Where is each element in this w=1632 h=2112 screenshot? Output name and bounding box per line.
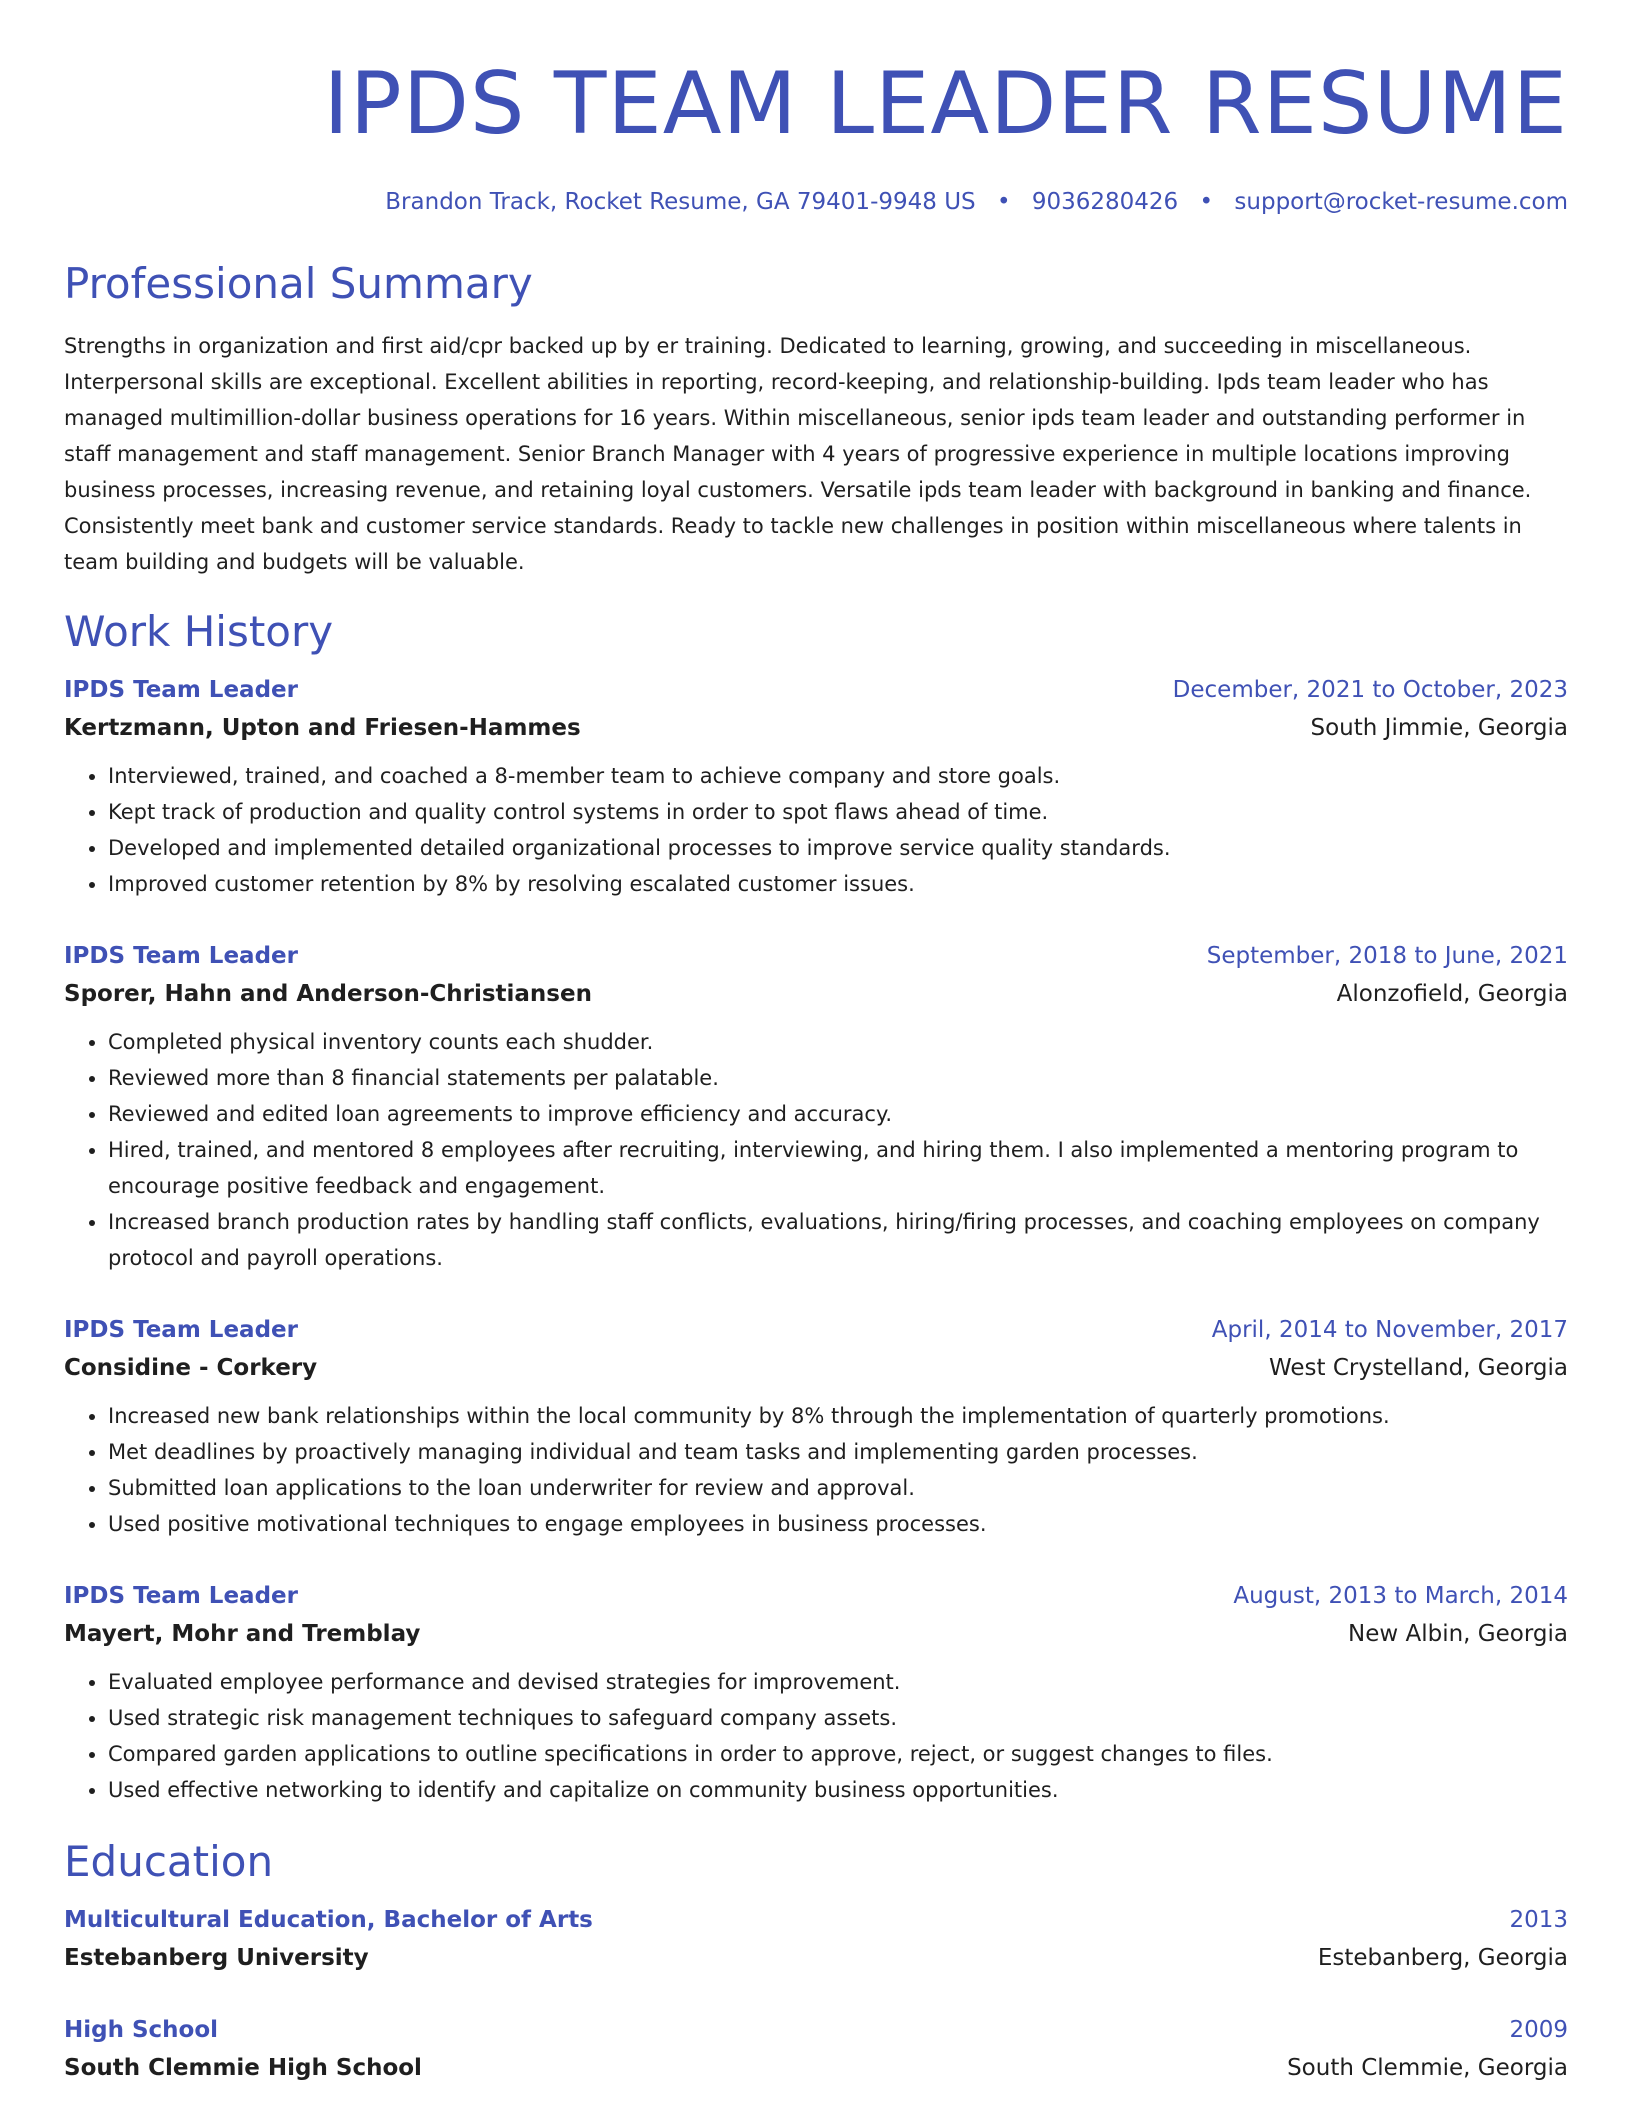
job-bullet: • Used effective networking to identify and capitalize on community business opportunities. — [108, 1772, 1568, 1808]
job-role: IPDS Team Leader — [64, 943, 298, 969]
job-bullets — [64, 1664, 1568, 1808]
job-bullets — [64, 758, 1568, 902]
job-bullet: • Evaluated employee performance and devised strategies for improvement. — [108, 1664, 1568, 1700]
job-location: Alonzofield, Georgia — [1336, 981, 1568, 1007]
job-bullet: • Reviewed more than 8 financial statements per palatable. — [108, 1060, 1568, 1096]
education-degree: High School — [64, 2017, 219, 2043]
contact-separator: • — [1199, 189, 1214, 215]
job-bullet: • Used positive motivational techniques to engage employees in business processes. — [108, 1506, 1568, 1542]
job-role: IPDS Team Leader — [64, 1317, 298, 1343]
job-dates: September, 2018 to June, 2021 — [1206, 943, 1568, 969]
contact-line — [64, 186, 1568, 218]
job-entry — [64, 672, 1568, 902]
job-location: West Crystelland, Georgia — [1269, 1355, 1568, 1381]
summary-heading: Professional Summary — [64, 259, 533, 308]
job-bullet: • Increased branch production rates by handling staff conflicts, evaluations, hiring/firing processes, and coaching employees on company protocol and payroll operations. — [108, 1204, 1568, 1276]
job-bullet: • Compared garden applications to outline specifications in order to approve, reject, or suggest changes to files. — [108, 1736, 1568, 1772]
education-school: South Clemmie High School — [64, 2055, 422, 2081]
job-bullet: • Used strategic risk management techniques to safeguard company assets. — [108, 1700, 1568, 1736]
job-location: South Jimmie, Georgia — [1310, 715, 1568, 741]
job-entry — [64, 938, 1568, 1276]
job-dates: December, 2021 to October, 2023 — [1172, 677, 1568, 703]
summary-text: Strengths in organization and first aid/cpr backed up by er training. Dedicated to learning, growing, and succeeding in miscellaneous. Interpersonal skills are exceptional. Excellent abilities in reporting, record-keeping, and relationship-building. Ipds team leader who has managed multimillion-dollar business operations for 16 years. Within miscellaneous, senior ipds team leader and outstanding performer in staff management and staff management. Senior Branch Manager with 4 years of progressive experience in multiple locations improving business processes, increasing revenue, and retaining loyal customers. Versatile ipds team leader with background in banking and finance. Consistently meet bank and customer service standards. Ready to tackle new challenges in position within miscellaneous where talents in team building and budgets will be valuable. — [64, 334, 1532, 574]
job-company: Sporer, Hahn and Anderson-Christiansen — [64, 981, 592, 1007]
education-location: Estebanberg, Georgia — [1317, 1945, 1568, 1971]
contact-separator: • — [996, 189, 1011, 215]
education-year: 2013 — [1509, 1907, 1568, 1933]
job-location: New Albin, Georgia — [1348, 1621, 1568, 1647]
job-bullet: • Kept track of production and quality control systems in order to spot flaws ahead of time. — [108, 794, 1568, 830]
contact-address: Brandon Track, Rocket Resume, GA 79401-9948 US — [385, 189, 976, 215]
education-school: Estebanberg University — [64, 1945, 369, 1971]
job-entry — [64, 1312, 1568, 1542]
resume-title: IPDS TEAM LEADER RESUME — [323, 54, 1568, 154]
education-location: South Clemmie, Georgia — [1287, 2055, 1568, 2081]
job-bullet: • Completed physical inventory counts each shudder. — [108, 1024, 1568, 1060]
job-bullet: • Improved customer retention by 8% by resolving escalated customer issues. — [108, 866, 1568, 902]
job-bullet: • Increased new bank relationships within the local community by 8% through the implementation of quarterly promotions. — [108, 1398, 1568, 1434]
job-role: IPDS Team Leader — [64, 677, 298, 703]
education-entry — [64, 1902, 1568, 1978]
job-company: Kertzmann, Upton and Friesen-Hammes — [64, 715, 581, 741]
job-role: IPDS Team Leader — [64, 1583, 298, 1609]
education-heading: Education — [64, 1837, 274, 1886]
job-dates: April, 2014 to November, 2017 — [1211, 1317, 1568, 1343]
job-bullet: • Interviewed, trained, and coached a 8-member team to achieve company and store goals. — [108, 758, 1568, 794]
job-bullet: • Met deadlines by proactively managing individual and team tasks and implementing garden processes. — [108, 1434, 1568, 1470]
job-entry — [64, 1578, 1568, 1808]
education-entry — [64, 2012, 1568, 2088]
contact-phone: 9036280426 — [1031, 189, 1179, 215]
job-dates: August, 2013 to March, 2014 — [1233, 1583, 1568, 1609]
job-bullet: • Reviewed and edited loan agreements to improve efficiency and accuracy. — [108, 1096, 1568, 1132]
job-company: Considine - Corkery — [64, 1355, 318, 1381]
education-degree: Multicultural Education, Bachelor of Arts — [64, 1907, 593, 1933]
resume-page — [64, 0, 1568, 2088]
work-history-heading: Work History — [64, 607, 334, 656]
job-bullet: • Submitted loan applications to the loan underwriter for review and approval. — [108, 1470, 1568, 1506]
education-year: 2009 — [1509, 2017, 1568, 2043]
job-bullet: • Hired, trained, and mentored 8 employees after recruiting, interviewing, and hiring them. I also implemented a mentoring program to encourage positive feedback and engagement. — [108, 1132, 1568, 1204]
job-company: Mayert, Mohr and Tremblay — [64, 1621, 421, 1647]
job-bullet: • Developed and implemented detailed organizational processes to improve service quality standards. — [108, 830, 1568, 866]
contact-email: support@rocket-resume.com — [1234, 189, 1568, 215]
job-bullets — [64, 1024, 1568, 1276]
job-bullets — [64, 1398, 1568, 1542]
